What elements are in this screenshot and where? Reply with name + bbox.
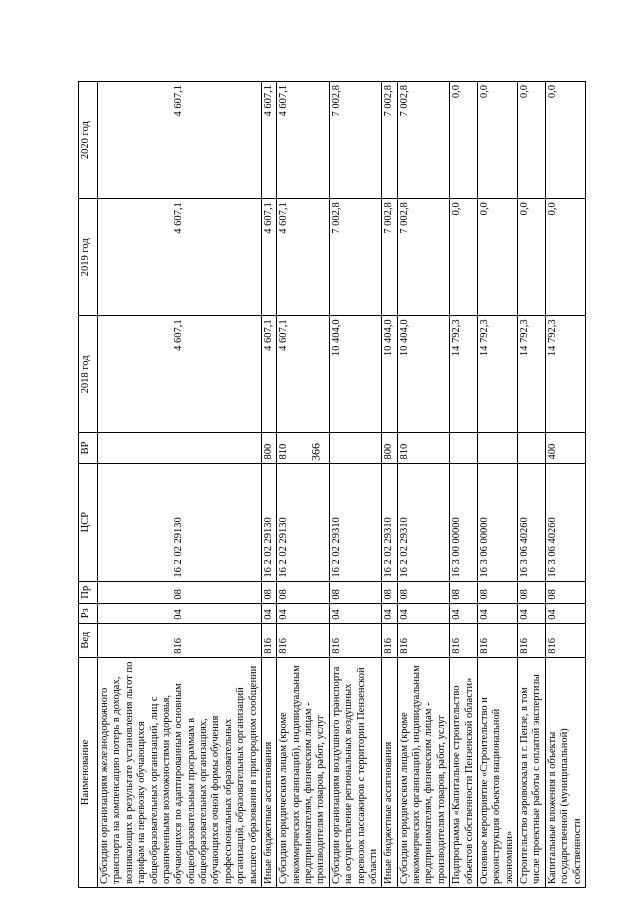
row-csr-cell: 16 3 00 00000 xyxy=(450,463,478,581)
column-header: Наименование xyxy=(79,657,98,887)
row-ved-cell: 816 xyxy=(382,623,397,657)
row-ved-cell: 816 xyxy=(329,623,382,657)
column-header: Рз xyxy=(79,603,98,623)
row-csr-cell: 16 2 02 29310 xyxy=(397,463,450,581)
row-rz-cell: 04 xyxy=(261,603,276,623)
row-2020-cell: 4 607,1 xyxy=(261,82,276,199)
table-header-row xyxy=(79,82,98,888)
row-2019-cell: 7 002,8 xyxy=(382,199,397,316)
row-rz-cell: 04 xyxy=(397,603,450,623)
row-2019-cell: 0,0 xyxy=(450,199,478,316)
row-2020-cell: 7 002,8 xyxy=(382,82,397,199)
row-vr-cell: 800 xyxy=(261,433,276,463)
row-name-cell: Субсидии юридическим лицам (кроме некоммерческих организаций), индивидуальным предпринимателям, физическим лицам - производителям товаров, работ, услуг xyxy=(397,657,450,887)
row-pr-cell: 08 xyxy=(518,581,546,603)
row-csr-cell: 16 2 02 29130 xyxy=(277,463,330,581)
row-2020-cell: 7 002,8 xyxy=(397,82,450,199)
row-2018-cell: 14 792,3 xyxy=(477,316,517,433)
row-2020-cell: 0,0 xyxy=(450,82,478,199)
table-row xyxy=(261,82,276,888)
column-header: Пр xyxy=(79,581,98,603)
row-name-cell: Субсидии юридическим лицам (кроме некоммерческих организаций), индивидуальным предпринимателям, физическим лицам - производителям товаров, работ, услуг xyxy=(277,657,330,887)
row-name-cell: Иные бюджетные ассигнования xyxy=(261,657,276,887)
table-body xyxy=(98,82,586,888)
row-csr-cell: 16 2 02 29310 xyxy=(329,463,382,581)
row-ved-cell: 816 xyxy=(277,623,330,657)
row-pr-cell: 08 xyxy=(397,581,450,603)
row-2018-cell: 14 792,3 xyxy=(545,316,585,433)
row-rz-cell: 04 xyxy=(329,603,382,623)
row-name-cell: Основное мероприятие «Строительство и реконструкция объектов национальной экономики» xyxy=(477,657,517,887)
row-2018-cell: 4 607,1 xyxy=(277,316,330,433)
row-name-cell: Подпрограмма «Капитальное строительство объектов собственности Пензенской области» xyxy=(450,657,478,887)
row-ved-cell: 816 xyxy=(518,623,546,657)
row-name-cell: Строительство аэровокзала в г. Пензе, в том числе проектные работы с оплатой экспертизы xyxy=(518,657,546,887)
row-vr-cell: 800 xyxy=(382,433,397,463)
row-name-cell: Субсидии организациям воздушного транспорта на осуществление региональных воздушных перевозок пассажиров с территории Пензенской области xyxy=(329,657,382,887)
row-2018-cell: 14 792,3 xyxy=(518,316,546,433)
row-2018-cell: 10 404,0 xyxy=(382,316,397,433)
row-vr-cell xyxy=(329,433,382,463)
table-row xyxy=(477,82,517,888)
row-2019-cell: 4 607,1 xyxy=(261,199,276,316)
column-header: ВР xyxy=(79,433,98,463)
row-pr-cell: 08 xyxy=(477,581,517,603)
row-2018-cell: 4 607,1 xyxy=(261,316,276,433)
row-rz-cell: 04 xyxy=(545,603,585,623)
row-csr-cell: 16 3 06 40260 xyxy=(518,463,546,581)
row-pr-cell: 08 xyxy=(329,581,382,603)
row-ved-cell: 816 xyxy=(545,623,585,657)
row-vr-cell xyxy=(98,433,262,463)
row-2020-cell: 7 002,8 xyxy=(329,82,382,199)
row-2019-cell: 7 002,8 xyxy=(329,199,382,316)
row-name-cell: Капитальные вложения в объекты государственной (муниципальной) собственности xyxy=(545,657,585,887)
table-row xyxy=(329,82,382,888)
column-header: 2020 год xyxy=(79,82,98,199)
column-header: Вед xyxy=(79,623,98,657)
table-row xyxy=(277,82,330,888)
column-header: 2019 год xyxy=(79,199,98,316)
table-row xyxy=(545,82,585,888)
row-vr-cell xyxy=(518,433,546,463)
row-2018-cell: 10 404,0 xyxy=(329,316,382,433)
table-row xyxy=(382,82,397,888)
row-pr-cell: 08 xyxy=(450,581,478,603)
row-ved-cell: 816 xyxy=(261,623,276,657)
row-pr-cell: 08 xyxy=(98,581,262,603)
row-rz-cell: 04 xyxy=(518,603,546,623)
row-2019-cell: 0,0 xyxy=(477,199,517,316)
row-2018-cell: 10 404,0 xyxy=(397,316,450,433)
row-csr-cell: 16 3 06 00000 xyxy=(477,463,517,581)
row-pr-cell: 08 xyxy=(545,581,585,603)
row-vr-cell xyxy=(477,433,517,463)
row-name-cell: Субсидии организациям железнодорожного транспорта на компенсацию потерь в доходах, возникающих в результате установления льгот по тарифам на перевозку обучающихся общеобразовательных организаций, лиц с ограниченными возможностями здоровья, обучающихся по адаптированным основным общеобразовательным программам в общеобразовательных организациях, обучающихся очной формы обучения профессиональных образовательных организаций, образовательных организаций высшего образования в пригородном сообщении xyxy=(98,657,262,887)
page-number: 366 xyxy=(308,443,323,461)
row-pr-cell: 08 xyxy=(277,581,330,603)
row-2019-cell: 4 607,1 xyxy=(98,199,262,316)
row-2020-cell: 4 607,1 xyxy=(277,82,330,199)
row-2019-cell: 4 607,1 xyxy=(277,199,330,316)
row-vr-cell: 400 xyxy=(545,433,585,463)
row-vr-cell xyxy=(450,433,478,463)
row-2019-cell: 0,0 xyxy=(518,199,546,316)
row-2020-cell: 4 607,1 xyxy=(98,82,262,199)
row-csr-cell: 16 2 02 29130 xyxy=(98,463,262,581)
row-vr-cell: 810 xyxy=(397,433,450,463)
row-csr-cell: 16 3 06 40260 xyxy=(545,463,585,581)
table-row xyxy=(518,82,546,888)
row-ved-cell: 816 xyxy=(477,623,517,657)
row-csr-cell: 16 2 02 29130 xyxy=(261,463,276,581)
budget-table xyxy=(78,81,586,888)
rotated-table-container xyxy=(78,81,583,888)
row-2018-cell: 14 792,3 xyxy=(450,316,478,433)
row-2019-cell: 0,0 xyxy=(545,199,585,316)
table-row xyxy=(450,82,478,888)
row-pr-cell: 08 xyxy=(382,581,397,603)
row-name-cell: Иные бюджетные ассигнования xyxy=(382,657,397,887)
row-rz-cell: 04 xyxy=(98,603,262,623)
row-2018-cell: 4 607,1 xyxy=(98,316,262,433)
row-rz-cell: 04 xyxy=(450,603,478,623)
row-csr-cell: 16 2 02 29310 xyxy=(382,463,397,581)
row-2020-cell: 0,0 xyxy=(545,82,585,199)
row-vr-cell: 810 xyxy=(277,433,330,463)
row-2020-cell: 0,0 xyxy=(477,82,517,199)
table-row xyxy=(397,82,450,888)
row-rz-cell: 04 xyxy=(477,603,517,623)
table-row xyxy=(98,82,262,888)
column-header: 2018 год xyxy=(79,316,98,433)
row-rz-cell: 04 xyxy=(382,603,397,623)
row-pr-cell: 08 xyxy=(261,581,276,603)
row-2019-cell: 7 002,8 xyxy=(397,199,450,316)
row-2020-cell: 0,0 xyxy=(518,82,546,199)
row-rz-cell: 04 xyxy=(277,603,330,623)
column-header: ЦСР xyxy=(79,463,98,581)
row-ved-cell: 816 xyxy=(397,623,450,657)
row-ved-cell: 816 xyxy=(450,623,478,657)
row-ved-cell: 816 xyxy=(98,623,262,657)
